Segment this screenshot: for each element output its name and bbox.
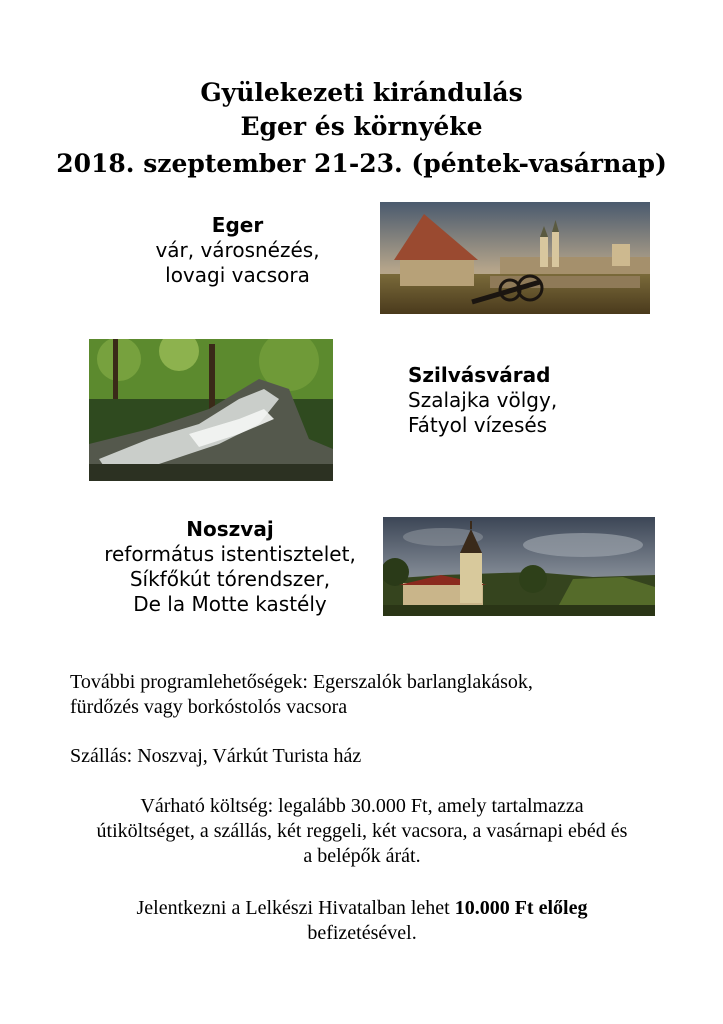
section-noszvaj-name: Noszvaj xyxy=(186,517,274,541)
section-eger xyxy=(110,213,365,288)
flyer-title: Gyülekezeti kirándulás xyxy=(200,78,523,107)
section-szilvasvarad xyxy=(408,363,668,438)
signup-suffix: befizetésével. xyxy=(307,922,417,944)
section-eger-line: vár, városnézés, xyxy=(155,238,320,262)
cost-line: Várható költség: legalább 30.000 Ft, amely tartalmazza xyxy=(140,795,584,817)
section-noszvaj-line: Síkfőkút tórendszer, xyxy=(129,567,331,591)
signup-prefix: Jelentkezni a Lelkészi Hivatalban lehet xyxy=(136,897,455,919)
section-noszvaj-line: református istentisztelet, xyxy=(104,542,356,566)
cost-line: a belépők árát. xyxy=(303,845,421,867)
further-programs xyxy=(70,670,670,720)
section-szilvasvarad-line: Szalajka völgy, xyxy=(408,388,558,412)
section-noszvaj-line: De la Motte kastély xyxy=(133,592,327,616)
section-szilvasvarad-line: Fátyol vízesés xyxy=(408,413,548,437)
expected-cost xyxy=(60,794,664,869)
programs-line: fürdőzés vagy borkóstolós vacsora xyxy=(70,696,348,718)
flyer-header xyxy=(0,76,723,182)
section-eger-line: lovagi vacsora xyxy=(165,263,310,287)
flyer-subtitle: Eger és környéke xyxy=(240,112,483,141)
cost-line: útiköltséget, a szállás, két reggeli, két vacsora, a vasárnapi ebéd és xyxy=(96,820,628,842)
section-noszvaj xyxy=(80,517,380,617)
section-szilvasvarad-name: Szilvásvárad xyxy=(408,363,551,387)
signup-info xyxy=(60,896,664,946)
section-eger-name: Eger xyxy=(211,213,264,237)
trip-date: 2018. szeptember 21-23. (péntek-vasárnap) xyxy=(56,149,667,178)
szalajka-waterfall-photo xyxy=(89,339,333,481)
eger-castle-photo xyxy=(380,202,650,314)
noszvaj-church-photo xyxy=(383,517,655,616)
lodging-info: Szállás: Noszvaj, Várkút Turista ház xyxy=(70,745,362,767)
deposit-amount: 10.000 Ft előleg xyxy=(454,897,588,919)
programs-line: További programlehetőségek: Egerszalók barlanglakások, xyxy=(70,671,533,693)
signup-line xyxy=(60,896,664,921)
